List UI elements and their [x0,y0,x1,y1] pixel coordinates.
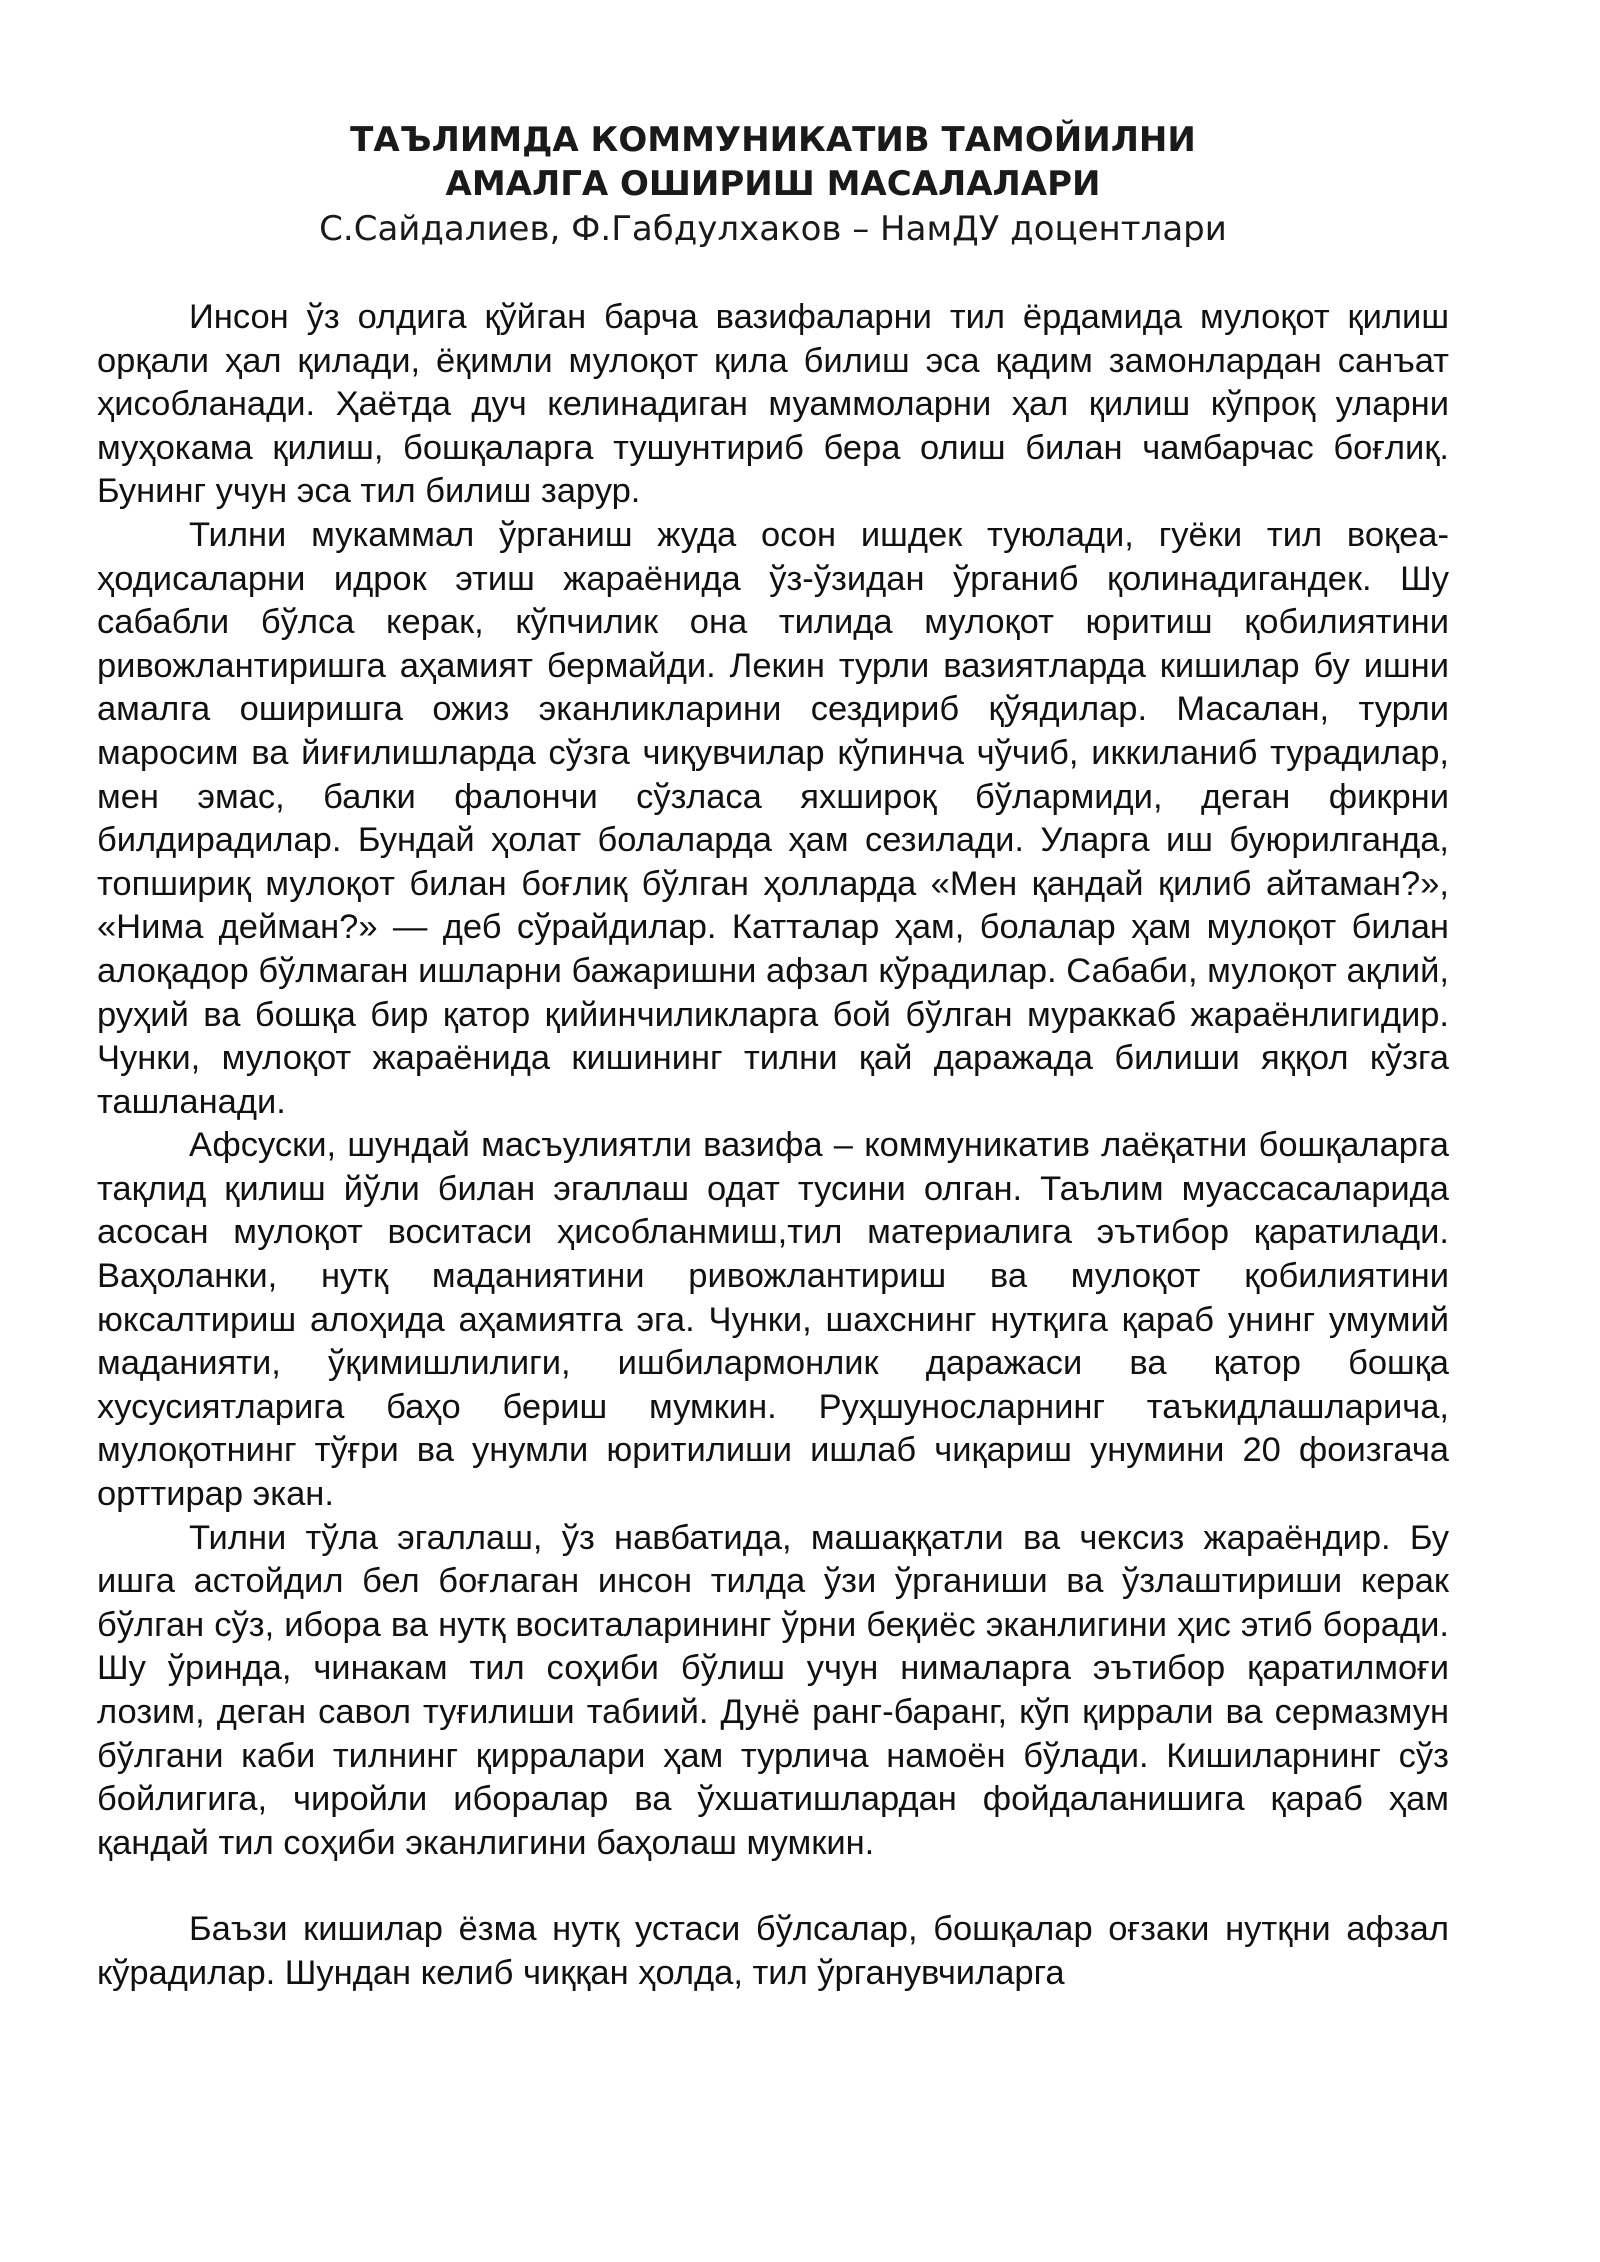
paragraph-4: Тилни тўла эгаллаш, ўз навбатида, машаққатли ва чексиз жараёндир. Бу ишга астойдил бел боғлаган инсон тилда ўзи ўрганиши ва ўзлаштириши керак бўлган сўз, ибора ва нутқ воситаларининг ўрни беқиёс эканлигини ҳис этиб боради. Шу ўринда, чинакам тил соҳиби бўлиш учун нималарга эътибор қаратилмоғи лозим, деган савол туғилиши табиий. Дунё ранг-баранг, кўп қиррали ва сермазмун бўлгани каби тилнинг қирралари ҳам турлича намоён бўлади. Кишиларнинг сўз бойлигига, чиройли иборалар ва ўхшатишлардан фойдаланишига қараб ҳам қандай тил соҳиби эканлигини баҳолаш мумкин. [97,1518,1449,1862]
article-authors: С.Сайдалиев, Ф.Габдулхаков – НамДУ доцентлари [319,209,1227,249]
article-title-line-1: ТАЪЛИМДА КОММУНИКАТИВ ТАМОЙИЛНИ [350,120,1196,160]
article-title-line-2: АМАЛГА ОШИРИШ МАСАЛАЛАРИ [445,164,1101,204]
paragraph-3: Афсуски, шундай масъулиятли вазифа – коммуникатив лаёқатни бошқаларга тақлид қилиш йўли билан эгаллаш одат тусини олган. Таълим муассасаларида асосан мулоқот воситаси ҳисобланмиш,тил материалига эътибор қаратилади. Ваҳоланки, нутқ маданиятини ривожлантириш ва мулоқот қобилиятини юксалтириш алоҳида аҳамиятга эга. Чунки, шахснинг нутқига қараб унинг умумий маданияти, ўқимишлилиги, ишбилармонлик даражаси ва қатор бошқа хусусиятларига баҳо бериш мумкин. Руҳшуносларнинг таъкидлашларича, мулоқотнинг тўғри ва унумли юритилиши ишлаб чиқариш унумини 20 фоизгача орттирар экан. [97,1126,1449,1514]
paragraph-1: Инсон ўз олдига қўйган барча вазифаларни тил ёрдамида мулоқот қилиш орқали ҳал қилади, ёқимли мулоқот қила билиш эса қадим замонлардан санъат ҳисобланади. Ҳаётда дуч келинадиган муаммоларни ҳал қилиш кўпроқ уларни муҳокама қилиш, бошқаларга тушунтириб бера олиш билан чамбарчас боғлиқ. Бунинг учун эса тил билиш зарур. [97,298,1449,511]
article-body [97,296,1449,1996]
document-page [97,118,1449,1996]
paragraph-2: Тилни мукаммал ўрганиш жуда осон ишдек туюлади, гуёки тил воқеа-ҳодисаларни идрок этиш жараёнида ўз-ўзидан ўрганиб қолинадигандек. Шу сабабли бўлса керак, кўпчилик она тилида мулоқот юритиш қобилиятини ривожлантиришга аҳамият бермайди. Лекин турли вазиятларда кишилар бу ишни амалга оширишга ожиз эканликларини сездириб қўядилар. Масалан, турли маросим ва йиғилишларда сўзга чиқувчилар кўпинча чўчиб, иккиланиб турадилар, мен эмас, балки фалончи сўзласа яхшироқ бўлармиди, деган фикрни билдирадилар. Бундай ҳолат болаларда ҳам сезилади. Уларга иш буюрилганда, топшириқ мулоқот билан боғлиқ бўлган ҳолларда «Мен қандай қилиб айтаман?», «Нима дейман?» — деб сўрайдилар. Катталар ҳам, болалар ҳам мулоқот билан алоқадор бўлмаган ишларни бажаришни афзал кўрадилар. Сабаби, мулоқот ақлий, руҳий ва бошқа бир қатор қийинчиликларга бой бўлган мураккаб жараёнлигидир. Чунки, мулоқот жараёнида кишининг тилни қай даражада билиши яққол кўзга ташланади. [97,515,1449,1121]
paragraph-5: Баъзи кишилар ёзма нутқ устаси бўлсалар, бошқалар оғзаки нутқни афзал кўрадилар. Шундан келиб чиққан ҳолда, тил ўрганувчиларга [97,1910,1449,1992]
